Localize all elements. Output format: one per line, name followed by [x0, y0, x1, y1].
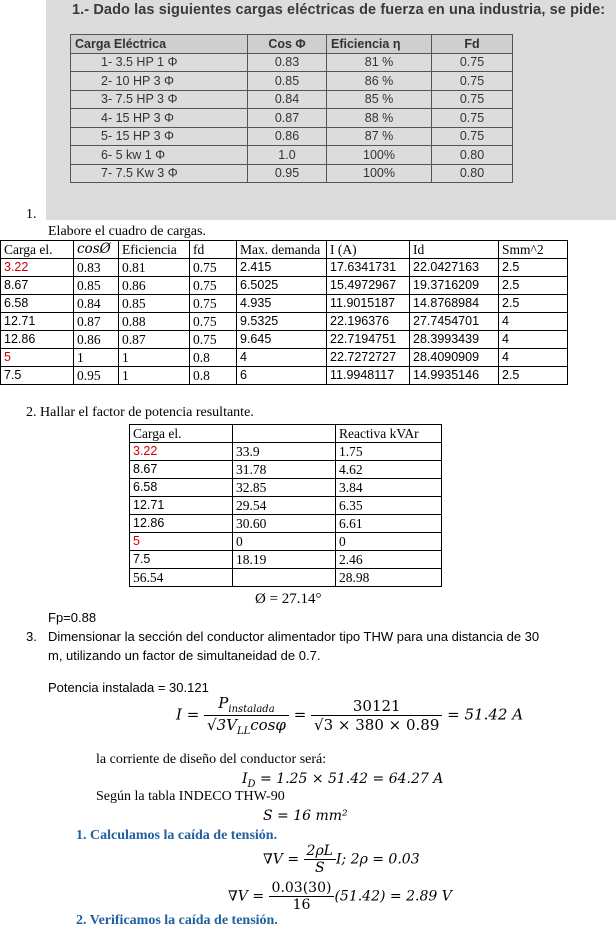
installed-power: Potencia instalada = 30.121: [48, 680, 209, 695]
cell: 0: [233, 533, 336, 551]
cell: 14.8768984: [410, 295, 499, 313]
col-header: Carga el.: [1, 241, 74, 259]
col-header: Reactiva kVAr: [336, 425, 442, 443]
col-header: [233, 425, 336, 443]
cell: 14.9935146: [410, 367, 499, 385]
table-row: [130, 551, 442, 569]
cell: 4.935: [237, 295, 327, 313]
col-header: I (A): [327, 241, 410, 259]
table-row: [130, 515, 442, 533]
photo-cell: 100%: [327, 164, 432, 183]
power-factor: Fp=0.88: [48, 610, 97, 625]
photo-cell: 0.75: [432, 90, 513, 109]
cell: 22.7272727: [327, 349, 410, 367]
loads-table: [0, 240, 568, 385]
frac-den: S: [314, 860, 325, 876]
photo-cell: 0.85: [248, 72, 327, 91]
photo-cell: 7- 7.5 Kw 3 Φ: [71, 164, 248, 183]
table-reference: Según la tabla INDECO THW-90: [96, 789, 285, 804]
photo-cell: 2- 10 HP 3 Φ: [71, 72, 248, 91]
cell: 6.5025: [237, 277, 327, 295]
step3-line1: Dimensionar la sección del conductor alimentador tipo THW para una distancia de 30: [48, 629, 540, 644]
cell: 4.62: [336, 461, 442, 479]
table-row: [1, 349, 568, 367]
col-header: fd: [190, 241, 237, 259]
frac-den: 16: [292, 897, 311, 913]
cell: 56.54: [130, 569, 233, 587]
cell: 22.196376: [327, 313, 410, 331]
cell: 6.58: [1, 295, 74, 313]
cell: 11.9015187: [327, 295, 410, 313]
photo-cell: 0.80: [432, 146, 513, 165]
design-current-text: la corriente de diseño del conductor será:: [96, 752, 327, 767]
frac-num: P: [218, 694, 229, 712]
photo-cell: 0.75: [432, 53, 513, 72]
photo-cell: 0.87: [248, 109, 327, 128]
eq-tail: I; 2ρ = 0.03: [335, 851, 420, 868]
cell: 2.5: [499, 259, 568, 277]
cell: 0.75: [190, 277, 237, 295]
cell: 18.19: [233, 551, 336, 569]
cell: 0.86: [119, 277, 190, 295]
cell: 12.86: [1, 331, 74, 349]
table-row: [130, 443, 442, 461]
fraction: [204, 694, 289, 737]
photo-cell: 0.86: [248, 127, 327, 146]
eq-sub: D: [247, 778, 256, 790]
photo-cell: 81 %: [327, 53, 432, 72]
cell: 3.84: [336, 479, 442, 497]
cell: 4: [499, 313, 568, 331]
photo-cell: 86 %: [327, 72, 432, 91]
problem-photo: [46, 0, 616, 220]
cell: 1: [119, 367, 190, 385]
frac-num: 2ρL: [304, 843, 336, 860]
photo-cell: 88 %: [327, 109, 432, 128]
photo-cell: 0.75: [432, 72, 513, 91]
cell: 0.86: [74, 331, 119, 349]
photo-cell: 0.83: [248, 53, 327, 72]
cell: 0.8: [190, 367, 237, 385]
cell: 2.5: [499, 367, 568, 385]
cell: 0.75: [190, 331, 237, 349]
photo-cell: 0.95: [248, 164, 327, 183]
cell: 6: [237, 367, 327, 385]
eq-rhs: = 51.42 A: [447, 705, 524, 724]
table-row: [1, 295, 568, 313]
photo-table: [70, 34, 513, 183]
table-row: [1, 259, 568, 277]
step1-text: Elabore el cuadro de cargas.: [48, 224, 206, 239]
photo-header: Cos Φ: [248, 35, 327, 54]
col-header: cosØ: [74, 241, 119, 259]
fraction: [311, 697, 442, 734]
photo-cell: 0.75: [432, 109, 513, 128]
eq-var: I: [242, 771, 248, 787]
col-header: Id: [410, 241, 499, 259]
cell: 1: [119, 349, 190, 367]
photo-cell: 1- 3.5 HP 1 Φ: [71, 53, 248, 72]
cell: 2.5: [499, 277, 568, 295]
col-header: Smm^2: [499, 241, 568, 259]
cell: 0.85: [119, 295, 190, 313]
step3-number: 3.: [26, 629, 37, 644]
cell: 0.87: [119, 331, 190, 349]
cell: 12.71: [1, 313, 74, 331]
subheading-2: 2. Verificamos la caída de tensión.: [76, 913, 278, 928]
cell: 29.54: [233, 497, 336, 515]
photo-header: Eficiencia η: [327, 35, 432, 54]
cell: 0.83: [74, 259, 119, 277]
frac-den: √3V: [207, 716, 237, 734]
cell: 6.58: [130, 479, 233, 497]
cell: 22.7194751: [327, 331, 410, 349]
cell: 0.81: [119, 259, 190, 277]
cell: 7.5: [130, 551, 233, 569]
table-row: [130, 533, 442, 551]
cell: 8.67: [130, 461, 233, 479]
photo-cell: 4- 15 HP 3 Φ: [71, 109, 248, 128]
current-equation: [176, 694, 523, 737]
photo-cell: 87 %: [327, 127, 432, 146]
photo-cell: 0.84: [248, 90, 327, 109]
step3-line2: m, utilizando un factor de simultaneidad de 0.7.: [48, 648, 321, 663]
photo-cell: 1.0: [248, 146, 327, 165]
cell: 4: [499, 349, 568, 367]
col-header: Max. demanda: [237, 241, 327, 259]
table-row: [130, 461, 442, 479]
cell: 28.3993439: [410, 331, 499, 349]
table-row: [1, 313, 568, 331]
photo-header: Fd: [432, 35, 513, 54]
photo-cell: 85 %: [327, 90, 432, 109]
photo-cell: 6- 5 kw 1 Φ: [71, 146, 248, 165]
section-equation: S = 16 mm²: [263, 808, 348, 824]
cell: 28.98: [336, 569, 442, 587]
cell: 3.22: [1, 259, 74, 277]
cell: 5: [1, 349, 74, 367]
cell: [233, 569, 336, 587]
cell: 31.78: [233, 461, 336, 479]
eq-rest: = 1.25 × 51.42 = 64.27 A: [255, 771, 444, 787]
cell: 0.84: [74, 295, 119, 313]
cell: 0.85: [74, 277, 119, 295]
cell: 33.9: [233, 443, 336, 461]
col-header: Eficiencia: [119, 241, 190, 259]
cell: 2.5: [499, 295, 568, 313]
table-row: [130, 569, 442, 587]
photo-cell: 100%: [327, 146, 432, 165]
cell: 3.22: [130, 443, 233, 461]
cell: 6.35: [336, 497, 442, 515]
voltage-drop-result: [228, 880, 452, 913]
cell: 0.75: [190, 313, 237, 331]
cell: 2.415: [237, 259, 327, 277]
eq-lhs: ∇V =: [263, 851, 300, 868]
cell: 27.7454701: [410, 313, 499, 331]
table-row: [1, 277, 568, 295]
table-row: [1, 367, 568, 385]
cell: 0.87: [74, 313, 119, 331]
subheading-1: 1. Calculamos la caída de tensión.: [76, 828, 278, 843]
frac-den-tail: cosφ: [250, 716, 286, 734]
cell: 19.3716209: [410, 277, 499, 295]
cell: 4: [237, 349, 327, 367]
cell: 0.95: [74, 367, 119, 385]
eq-tail: (51.42) = 2.89 V: [334, 888, 452, 905]
cell: 22.0427163: [410, 259, 499, 277]
cell: 0.75: [190, 295, 237, 313]
fraction: [269, 880, 335, 913]
cell: 5: [130, 533, 233, 551]
photo-cell: 5- 15 HP 3 Φ: [71, 127, 248, 146]
frac-den-sub: LL: [236, 726, 251, 737]
reactive-table: [129, 424, 442, 587]
cell: 9.5325: [237, 313, 327, 331]
cell: 28.4090909: [410, 349, 499, 367]
photo-cell: 0.75: [432, 127, 513, 146]
photo-cell: 0.80: [432, 164, 513, 183]
cell: 1: [74, 349, 119, 367]
cell: 32.85: [233, 479, 336, 497]
cell: 8.67: [1, 277, 74, 295]
eq-lhs: ∇V =: [228, 888, 265, 905]
cell: 0: [336, 533, 442, 551]
cell: 30.60: [233, 515, 336, 533]
eq-lhs: I =: [176, 705, 200, 724]
cell: 11.9948117: [327, 367, 410, 385]
cell: 4: [499, 331, 568, 349]
frac-num: 0.03(30): [269, 880, 335, 897]
photo-title: 1.- Dado las siguientes cargas eléctricas de fuerza en una industria, se pide:: [72, 2, 606, 18]
step2-text: 2. Hallar el factor de potencia resultante.: [26, 405, 254, 420]
eq-equals: =: [293, 705, 307, 724]
photo-header: Carga Eléctrica: [71, 35, 248, 54]
table-row: [1, 331, 568, 349]
cell: 6.61: [336, 515, 442, 533]
table-row: [130, 497, 442, 515]
frac-num: 30121: [311, 697, 442, 716]
cell: 17.6341731: [327, 259, 410, 277]
cell: 1.75: [336, 443, 442, 461]
cell: 0.75: [190, 259, 237, 277]
cell: 7.5: [1, 367, 74, 385]
cell: 12.86: [130, 515, 233, 533]
cell: 2.46: [336, 551, 442, 569]
cell: 0.88: [119, 313, 190, 331]
fraction: [304, 843, 336, 876]
cell: 0.8: [190, 349, 237, 367]
cell: 15.4972967: [327, 277, 410, 295]
frac-den: √3 × 380 × 0.89: [314, 716, 440, 734]
cell: 9.645: [237, 331, 327, 349]
design-current-equation: [242, 771, 443, 790]
phi-result: Ø = 27.14°: [255, 591, 322, 607]
frac-num-sub: instalada: [228, 704, 275, 715]
list-marker: 1.: [26, 207, 37, 222]
voltage-drop-formula: [263, 843, 420, 876]
photo-cell: 3- 7.5 HP 3 Φ: [71, 90, 248, 109]
col-header: Carga el.: [130, 425, 233, 443]
table-row: [130, 479, 442, 497]
cell: 12.71: [130, 497, 233, 515]
